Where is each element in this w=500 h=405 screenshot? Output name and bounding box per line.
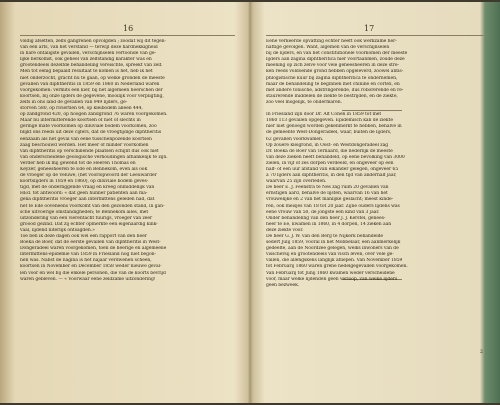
text-line: voor, maar welke lijdenden geen verloop, van welke lijders [266, 276, 398, 282]
text-line: half- of een uur afstand van elkander gelegen, ongeveer 65 [266, 166, 399, 172]
text-line: gevallen van diphtheritis in 1859 en 1860 in Nederland waren [20, 81, 160, 87]
text-line: hier niet genoegd worden gekenmerkt te hebben, behalve in [266, 124, 402, 130]
text-line: koortsen, bij onze lijders de gegevene, mooilijk voor verpligting, [20, 93, 164, 99]
text-line: tigd, met de onderliggende vraag en kreeg onmiddellijk van [20, 185, 155, 191]
text-line: zaag beschouwd werden. Het meer of minder voorkomen [20, 142, 149, 148]
text-line: van onderscheidene geologische verhoudingen afhankelijk te zijn. [20, 154, 168, 160]
text-line: op zandgrond 420, op hoogen zandgrond 76 waren voorgekomen. [20, 112, 168, 118]
text-line: zoo veel mogelijk, te ondermaren. [266, 99, 342, 105]
text-line: deze ziekte voor. [266, 227, 304, 233]
text-line: zielen, in vijf of zes dorpen verdeeld, en ongeveer op een [266, 160, 394, 166]
text-line: Dr. Boeka de Boer van Ternaard, die nederlijk de meeste [266, 148, 393, 154]
text-line: lijke herkomst, ook geheel van zelfstandig karakter was en [20, 57, 152, 63]
text-line: De heer G. J. W. van den Berg te Nijkerk behandelde [266, 234, 384, 239]
text-line: van een arts, van het verstand — terwijl deze hardnekkigheid [20, 45, 158, 51]
text-line: Van Februarij tot Junij 1860 kwamen weder verscheidene [266, 270, 395, 276]
text-line: Verder heb ik mij gewend tot de Heeren Thomas en [20, 160, 136, 166]
text-line: nen was. Nabst de nagina is het najaar verdwenen scheen, [20, 258, 152, 264]
text-line: blijkt ons reeds uit deze cijfers, dat de vroegtijdige diphtheritis [20, 130, 162, 136]
text-line: in hare ontaligste gevallen, verschijnselen vertoonde van ge- [20, 51, 156, 57]
text-line: Boeka de Boer, dat de eerste gevallen van diphtheritis in West- [20, 240, 161, 246]
header-rule [266, 35, 484, 36]
right-page [252, 2, 492, 403]
left-page [0, 2, 250, 403]
text-line: sche uitvoerige omstandigheden; te Bennekom alles, met [20, 209, 149, 215]
text-line: Op zouere kleigrond, in Oost- en Westdongeradeel zag [266, 142, 389, 148]
text-line: Keyzer, geneesheeren te Ede en Bennekom, even als ook [20, 166, 148, 172]
page-number: 16 [123, 24, 134, 33]
text-line: vallen, die allengskens langlijk afliepen. Van November 1859 [266, 258, 403, 264]
text-line: phlogistische kuur bij zagina diphtheritica te ondernemen, [266, 75, 398, 81]
text-line: eene vrouw van 50, de jongste een kind van 3 jaar. [266, 209, 380, 215]
text-line: bij de lijders, en van het constitutionele voorkomen der meeste [266, 51, 408, 57]
text-line: zelfs in ons land de gevallen van 949 lijders, ge- [20, 99, 128, 105]
text-line: In Friesland zijn door Dr. Alt Cohen in 1859 tot met [266, 112, 382, 118]
text-line: visschersij en grootendeels van visch leven, over vele ge- [266, 252, 394, 258]
page-number: 17 [364, 24, 375, 33]
text-line: van deze zieken heeft behandeld, op eene bevolking van 3000 [266, 154, 405, 160]
text-line: eenzaam als het geval van eene tusschenpozende koortsen [20, 136, 152, 142]
text-line: à 70 lijders aan diphtheritis, in den tijd van anderhalf jaar, [266, 173, 397, 179]
text-line: maar de behandeling te beginnen met chinine en cortex, en [266, 81, 400, 87]
text-line: vrouwelijke en 2 van het manlijke geslacht; meest kinde- [266, 197, 394, 203]
text-line: meening op zich zelve voor vele geneesheeren in deze stre- [266, 63, 399, 69]
text-line: ren, ook meisjes van 18 tot 20 jaar. Zijne ouders lijdens was [266, 203, 400, 209]
text-line: tot Februarij 1860 waren grene nedelgegevallen voorgekomen. [266, 264, 408, 270]
text-line: intermittens-epidemie van 1859 in Friesland nog niet begon- [20, 252, 156, 258]
text-line: De heer E. J. Feenstra te Nes zag ruim 20 gevallen van [266, 185, 389, 191]
text-line: gena diphtheritis vroeger aan intermittens geleden had, dat [20, 197, 155, 203]
text-line: Dongeradeel waren voorgekomen, toen de heerige en algemeene [20, 246, 167, 252]
signature-mark: 2 [480, 350, 483, 355]
text-line: vaal, lijdend niterlijk ontsagden.» [20, 227, 95, 233]
left-page-text [20, 39, 235, 283]
text-line: ken reeds voldoende grond hebben opgeleverd, zoowel antis- [266, 69, 404, 75]
text-line: storven 580, op riviertlen 64, op kleibodem alleen 444, [20, 106, 143, 112]
text-line: groood gezind. Dat zij echter opmerkte een eigenaardig kink- [20, 221, 158, 227]
text-line: Maar nu intermitterende koortsen of niet of slechts in [20, 118, 141, 124]
text-line: van diphtheritis op verschillende plaatsen schijnt dus ook niet [20, 148, 159, 154]
text-line: koortslijders in 1859 en 1860), op diluviale bodem geves- [20, 179, 149, 185]
text-line: Eene verkeerde opvatting echter heeft ook werkzame her- [266, 39, 397, 44]
text-line: geen bezweek. [266, 282, 300, 288]
text-line: Toe ben ik deze dagen ook wel een rapport van den heer [20, 234, 147, 239]
text-line: de gemeente West-Dongeradeel, waar, buiten de lijders, [266, 130, 392, 136]
text-line: heer te Ee, kwamen in 1860, in 4 dorpen, 14 zieken aan [266, 221, 392, 227]
text-line: grootendeels dezelfde behandeling vereischte, spreekt van zelf. [20, 63, 163, 69]
text-line: voldig afsetten, zelfs gangrenen opvolgden ; zoodat wij dit tegen- [20, 39, 166, 44]
text-line: ernstigen aard, behalve de lijsten, waarvan 16 van het [266, 191, 388, 197]
text-line: voorgekomen: vermits een kier, bij het algemeen heerschen der [20, 87, 163, 93]
open-book [0, 2, 500, 403]
right-page-text [266, 39, 484, 289]
text-line: de vroeger op de Veluwe, (het voorlopwoord der Leeuwarder [20, 173, 157, 179]
text-line: nattige gevolgen. Want, algemen van de verschijnselen [266, 45, 390, 51]
text-line: sedert Julij 1859, vooral in het Mobbelaar, een aanmerkelijk [266, 240, 401, 246]
text-line: staurerende middelen de ziekte te bestrijden, en de ziekte, [266, 93, 398, 99]
text-line: waarvan 25 zijn overleden. [266, 179, 327, 185]
text-line: Onder behandeling van den heer J. J. Kerstel, genees- [266, 215, 386, 221]
text-line: HEd. tot antwoord: « dat geen hunner patiënten aan ma- [20, 191, 148, 197]
text-line: Men tot eenig bepaald resultaat te komen is het, heb ik het [20, 69, 153, 75]
header-rule [20, 35, 235, 36]
text-line: waren gebleven. — « Voorwaar eene zeldzame uitzondering! [20, 276, 156, 282]
text-line: 62 gevallen voorkwamen. [266, 136, 324, 142]
text-line: len voor en wel bij die enkele personen, die van de koorts bevrijd [20, 270, 166, 276]
text-line: niet onderzocht, gracht nu te gaan, op welke gronden de meeste [20, 75, 165, 81]
text-line: geringe mate voorkomen op diluviale bodem voorkomen, zoo [20, 124, 157, 130]
text-line: uitzondering van een vierentacht tuurigs, vroeger van zeer [20, 215, 153, 221]
text-line: het te Ede ooveneens voorkomt van den gezonden stand, in gan- [20, 203, 165, 209]
text-line: koortsen in November en December 1858 weder nieuwe geval- [20, 264, 162, 270]
text-line: met andere tonische, adstringerende, dus roborerende en re- [266, 87, 404, 93]
text-line: lijders aan zagina diphtheritica hier voortaanmen, zoude deze [266, 57, 405, 63]
text-line: gedeelte, aan de Noordzee gelegen, welks inwoners van de [266, 246, 399, 252]
text-line: 1860 113 gevallen opgegeven. Epidemisch kan de ziekte [266, 118, 393, 124]
